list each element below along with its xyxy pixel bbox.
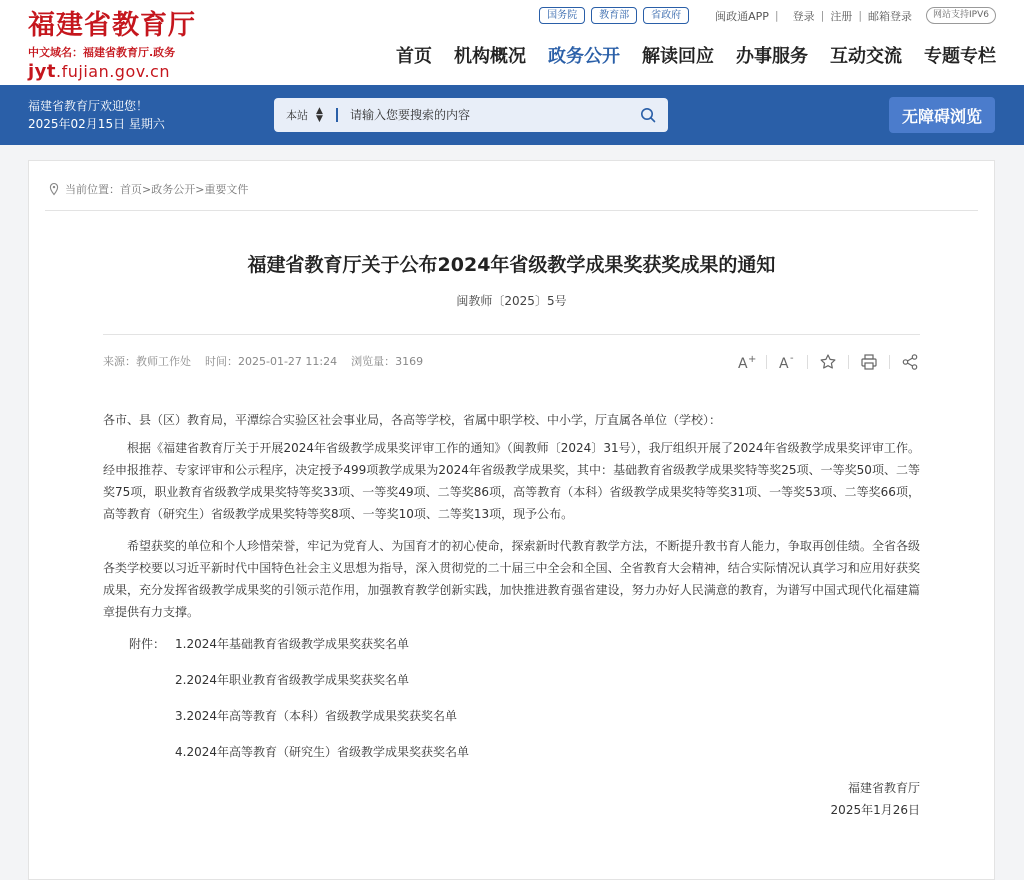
font-decrease-icon bbox=[778, 354, 796, 370]
nav-government-affairs[interactable]: 政务公开 bbox=[548, 46, 620, 67]
nav-topics[interactable]: 专题专栏 bbox=[924, 46, 996, 67]
welcome-text: 福建省教育厅欢迎您！ bbox=[28, 99, 149, 113]
breadcrumb-home[interactable]: 首页 bbox=[120, 183, 142, 196]
search-divider bbox=[336, 108, 338, 122]
article-meta bbox=[103, 353, 437, 369]
current-date: 2025年02月15日 星期六 bbox=[28, 117, 165, 131]
paragraph-1: 根据《福建省教育厅关于开展2024年省级教学成果奖评审工作的通知》（闽教师〔2024〕31号），我厅组织开展了2024年省级教学成果奖评审工作。经申报推荐、专家评审和公示程序，决定授予499项教学成果为2024年省级教学成果奖，其中：基础教育省级教学成果奖特等奖25项、一等奖50项、二等奖75项，职业教育省级教学成果奖特等奖33项、一等奖49项、二等奖86项，高等教育（本科）省级教学成果奖特等奖31项、一等奖53项、二等奖66项，高等教育（研究生）省级教学成果奖特等奖8项、一等奖10项、二等奖13项，现予公布。 bbox=[103, 441, 920, 521]
up-down-arrows-icon: ▲ ▼ bbox=[316, 106, 323, 124]
link-provincial-gov[interactable]: 省政府 bbox=[643, 7, 689, 24]
nav-home[interactable]: 首页 bbox=[396, 46, 432, 67]
nav-interpretation[interactable]: 解读回应 bbox=[642, 46, 714, 67]
logo-cn-domain: 中文域名：福建省教育厅.政务 bbox=[28, 46, 176, 59]
attachment-row bbox=[103, 633, 920, 669]
search-scope-select[interactable] bbox=[274, 107, 336, 123]
register-link[interactable]: 注册 bbox=[830, 9, 853, 23]
article-source: 来源：教师工作处 bbox=[103, 355, 191, 368]
star-icon bbox=[819, 353, 837, 371]
svg-text:A: A bbox=[738, 356, 748, 372]
mail-login-link[interactable]: 邮箱登录 bbox=[868, 9, 913, 23]
search-scope-label: 本站 bbox=[286, 109, 308, 122]
accessibility-button[interactable]: 无障碍浏览 bbox=[889, 97, 995, 133]
divider bbox=[103, 334, 920, 335]
logo-title: 福建省教育厅 bbox=[28, 10, 196, 41]
attachment-row bbox=[103, 741, 920, 777]
attachment-link-2[interactable]: 2.2024年职业教育省级教学成果奖获奖名单 bbox=[175, 673, 409, 687]
attachment-link-4[interactable]: 4.2024年高等教育（研究生）省级教学成果奖获奖名单 bbox=[175, 745, 469, 759]
divider bbox=[45, 210, 978, 211]
svg-text:A: A bbox=[779, 356, 789, 372]
share-button[interactable] bbox=[900, 352, 920, 372]
ipv6-badge: 网站支持IPV6 bbox=[926, 7, 996, 24]
welcome-block bbox=[28, 97, 165, 133]
document-number: 闽教师〔2025〕5号 bbox=[456, 294, 567, 308]
sign-date: 2025年1月26日 bbox=[830, 803, 920, 817]
favorite-button[interactable] bbox=[818, 352, 838, 372]
separator: | bbox=[858, 9, 863, 22]
tool-separator bbox=[766, 355, 767, 369]
logo-url: jyt.fujian.gov.cn bbox=[28, 61, 170, 82]
search-box bbox=[274, 98, 668, 132]
breadcrumb-sep: > bbox=[142, 182, 152, 196]
print-button[interactable] bbox=[859, 352, 879, 372]
nav-services[interactable]: 办事服务 bbox=[736, 46, 808, 67]
article-tools bbox=[736, 352, 920, 372]
breadcrumb-label: 当前位置： bbox=[65, 183, 120, 196]
article-panel bbox=[28, 160, 995, 880]
attachment-link-1[interactable]: 1.2024年基础教育省级教学成果奖获奖名单 bbox=[175, 637, 409, 651]
breadcrumb-sep: > bbox=[195, 182, 205, 196]
article-time: 时间：2025-01-27 11:24 bbox=[205, 355, 338, 368]
search-button[interactable] bbox=[628, 98, 668, 132]
search-band bbox=[0, 85, 1024, 145]
svg-text:+: + bbox=[748, 354, 757, 365]
signature: 福建省教育厅 bbox=[847, 781, 920, 795]
search-input[interactable] bbox=[350, 108, 628, 122]
separator: | bbox=[820, 9, 825, 22]
site-logo[interactable] bbox=[28, 10, 196, 82]
tool-separator bbox=[807, 355, 808, 369]
attachment-row bbox=[103, 669, 920, 705]
tool-separator bbox=[889, 355, 890, 369]
printer-icon bbox=[860, 353, 878, 371]
breadcrumb-government-affairs[interactable]: 政务公开 bbox=[151, 183, 196, 196]
nav-interaction[interactable]: 互动交流 bbox=[830, 46, 902, 67]
breadcrumb-important-docs[interactable]: 重要文件 bbox=[204, 183, 249, 196]
font-increase-button[interactable] bbox=[736, 352, 756, 372]
breadcrumb bbox=[47, 181, 248, 197]
article-title: 福建省教育厅关于公布2024年省级教学成果奖获奖成果的通知 bbox=[247, 254, 776, 276]
paragraph-2: 希望获奖的单位和个人珍惜荣誉，牢记为党育人、为国育才的初心使命，探索新时代教育教学方法，不断提升教书育人能力，争取再创佳绩。全省各级各类学校要以习近平新时代中国特色社会主义思想为指导，深入贯彻党的二十届三中全会和全国、全省教育大会精神，结合实际情况认真学习和应用好获奖成果，充分发挥省级教学成果奖的引领示范作用，加强教育教学创新实践，加快推进教育强省建设，努力办好人民满意的教育，为谱写中国式现代化福建篇章提供有力支撑。 bbox=[103, 539, 920, 619]
search-icon bbox=[640, 107, 656, 123]
attachments bbox=[103, 633, 920, 777]
attachments-label: 附件： bbox=[129, 637, 166, 651]
share-icon bbox=[901, 353, 919, 371]
login-link[interactable]: 登录 bbox=[792, 9, 815, 23]
separator: | bbox=[774, 9, 779, 22]
top-utility-bar bbox=[533, 7, 996, 24]
article-body bbox=[103, 409, 920, 821]
attachment-link-3[interactable]: 3.2024年高等教育（本科）省级教学成果奖获奖名单 bbox=[175, 709, 457, 723]
font-decrease-button[interactable] bbox=[777, 352, 797, 372]
link-state-council[interactable]: 国务院 bbox=[539, 7, 585, 24]
font-increase-icon bbox=[737, 354, 755, 370]
tool-separator bbox=[848, 355, 849, 369]
svg-text:-: - bbox=[790, 353, 794, 364]
salutation: 各市、县（区）教育局，平潭综合实验区社会事业局，各高等学校，省属中职学校、中小学，厅直属各单位（学校）： bbox=[103, 413, 722, 427]
location-pin-icon bbox=[47, 182, 61, 196]
article-views: 浏览量：3169 bbox=[351, 355, 424, 368]
main-nav bbox=[374, 43, 996, 71]
nav-organization[interactable]: 机构概况 bbox=[454, 46, 526, 67]
attachment-row bbox=[103, 705, 920, 741]
link-ministry-education[interactable]: 教育部 bbox=[591, 7, 637, 24]
site-header bbox=[0, 0, 1024, 85]
link-app[interactable]: 闽政通APP bbox=[715, 9, 769, 23]
